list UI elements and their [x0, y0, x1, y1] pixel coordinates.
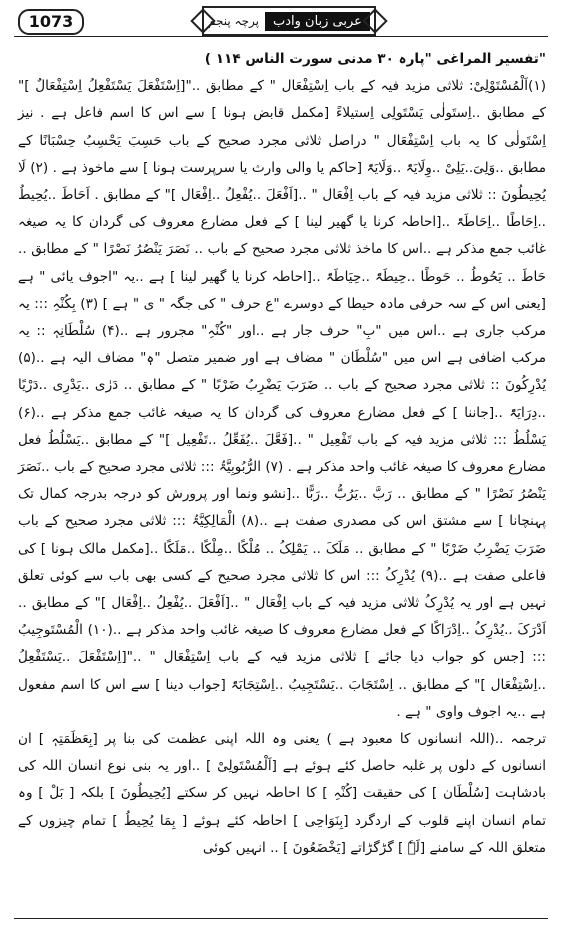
translation-paragraph: ترجمہ ..(اللہ انسانوں کا معبود ہے ) یعنی وہ اللہ اپنی عظمت کی بنا پر [بِعَظَمَتِہٖ ] ان انسانوں کے دلوں پر غلبہ حاصل کئے ہوئے ہے [اَلْمُسْتَولِیْ ] ..اور یہ بنی نوع انسان اللہ کی بادشاہت [سُلْطَان ] کی حقیقت [کُنْہِ ] کا احاطہ نہیں کر سکتے [یُحِیطُونَ ] بلکہ [ بَلْ ] وہ تمام انسان اپنے قلوب کے اردگرد [بِنَوَاحِی ] احاطہ کئے ہوئے [ بِمَا یُحِیطُ ] تمام چیزوں کے متعلق اللہ کے سامنے [لَہٗ ] گڑگڑاتے [یَخْضَعُونَ ] .. انہیں کوئی	[18, 731, 546, 856]
header-banner	[202, 6, 376, 36]
body-paragraph: (۱)اَلْمُسْتَوْلِیْ: ثلاثی مزید فیہ کے باب اِسْتِفْعَال " کے مطابق .."[اِسْتَفْعَلَ یَسْتَفْعِلُ اِسْتِفْعَالٌ ]" کے مطابق ..اِستَولٰی یَسْتَولِی اِستیلاءً [مکمل قابض ہونا ] سے اس کا اسم فاعل ہے . نیز اِسْتَولٰی کا یہ باب اِسْتِفْعَال " دراصل ثلاثی مجرد صحیح کے باب حَسِبَ یَحْسِبُ حِسْبَانًا کے مطابق ..وَلِیَ..یَلِیْ ..وِلَایَۃً ..وَلَایَۃً [حاکم یا والی وارث یا سرپرست ہونا ] سے ماخوذ ہے . (۲) لَا یُحِیطُونَ :: ثلاثی مزید فیہ کے باب اِفْعَال " ..[اَفْعَلَ ..یُفْعِلُ ..اِفْعَال ]" کے مطابق . اَحَاطَ ..یُحِیطُ ..اِحَاطًا ..اِحَاطَۃً ..[احاطہ کرنا یا گھیر لینا ] کے فعل مضارع معروف کی گردان کا یہ صیغہ غائب جمع مذکر ہے ..اس کا ماخذ ثلاثی مجرد صحیح کے باب .. نَصَرَ یَنْصُرُ نَصْرًا " کے مطابق .. حَاطَ .. یَحُوطُ .. حَوطًا ..حِیطَۃً ..حِیَاطَۃً ..[احاطہ کرنا یا گھیر لینا ] ہے ..یہ "اجوف یائی " ہے [یعنی اس کے سہ حرفی مادہ حیطا کے دوسرے "ع حرف " کی جگہ " ی " ہے ] (۳) بِکُنْہِ ::: یہ مرکب جاری ہے ..اس میں "بِ" حرف جار ہے ..اور "کُنْہِ" مجرور ہے ..(۴) سُلْطَانِہٖ :: یہ مرکب اضافی ہے اس میں "سُلْطَان " مضاف ہے اور ضمیر متصل "ہٖ" مضاف الیہ ہے ..(۵) یُدْرِکُونَ :: ثلاثی مجرد صحیح کے باب .. ضَرَبَ یَضْرِبُ ضَرْبًا " کے مطابق .. دَرٰی ..یَدْرِی ..دَرْیًا ..دِرَایَۃً ..[جاننا ] کے فعل مضارع معروف کی گردان کا یہ صیغہ غائب جمع مذکر ہے ..(۶) یَسْلُطُ ::: ثلاثی مزید فیہ کے باب تَفْعِیل " ..[فَعَّلَ ..یُفَعِّلُ ..تَفْعِیل ]" کے مطابق ..یَسْلُطُ فعل مضارع معروف کا صیغہ غائب واحد مذکر ہے . (۷) الرُّبُوبِیَّۃُ ::: ثلاثی مجرد صحیح کے باب ..نَصَرَ یَنْصُرُ نَصْرًا " کے مطابق .. رَبَّ ..یَرُبُّ ..رَبًّا ..[نشو ونما اور پرورش کو درجہ بدرجہ کمال تک پہنچانا ] سے مشتق اس کی مصدری صفت ہے ..(۸) الْمَالِکِیَّۃُ ::: ثلاثی مجرد صحیح کے باب ضَرَبَ یَضْرِبُ ضَرْبًا " کے مطابق .. مَلَکَ .. یَمْلِکُ .. مُلْکًا ..مِلْکًا ..مَلَکًا ..[مکمل مالک ہونا ] کی فاعلی صفت ہے ..(۹) یُدْرِکُ ::: اس کا ثلاثی مجرد صحیح کے کسی بھی باب سے کوئی تعلق نہیں ہے اور یہ یُدْرِکُ ثلاثی مزید فیہ کے باب اِفْعَال " ..[اَفْعَلَ ..یُفْعِلُ ..اِفْعَال ]" کے مطابق .. اَدْرَکَ ..یُدْرِکُ ..اِدْرَاکًا کے فعل مضارع معروف کا صیغہ غائب واحد مذکر ہے ..(۱۰) الْمُسْتَوجِیبُ ::: [جس کو جواب دیا جائے ] ثلاثی مزید فیہ کے باب اِسْتِفْعَال " .."[اِسْتَفْعَلَ ..یَسْتَفْعِلُ ..اِسْتِفْعَال ]" کے مطابق .. اِسْتَجَابَ ..یَسْتَجِیبُ ..اِسْتِجَابَۃً [جواب دینا ] سے اس کا اسم مفعول ہے ..یہ اجوف واوی " ہے .	[18, 78, 547, 720]
footer-rule	[14, 918, 548, 919]
page-content	[18, 46, 546, 862]
header-rule	[14, 36, 548, 37]
section-title: "تفسیر المراغی "پارہ ۳۰ مدنی سورت الناس ۱۱۴ )	[204, 51, 546, 67]
header-subject: عربی زبان وادب	[265, 12, 370, 31]
page-header	[14, 6, 544, 36]
header-part: پرچہ پنجم	[208, 14, 259, 28]
ornament-icon	[190, 8, 215, 33]
page-number: 1073	[18, 9, 84, 35]
